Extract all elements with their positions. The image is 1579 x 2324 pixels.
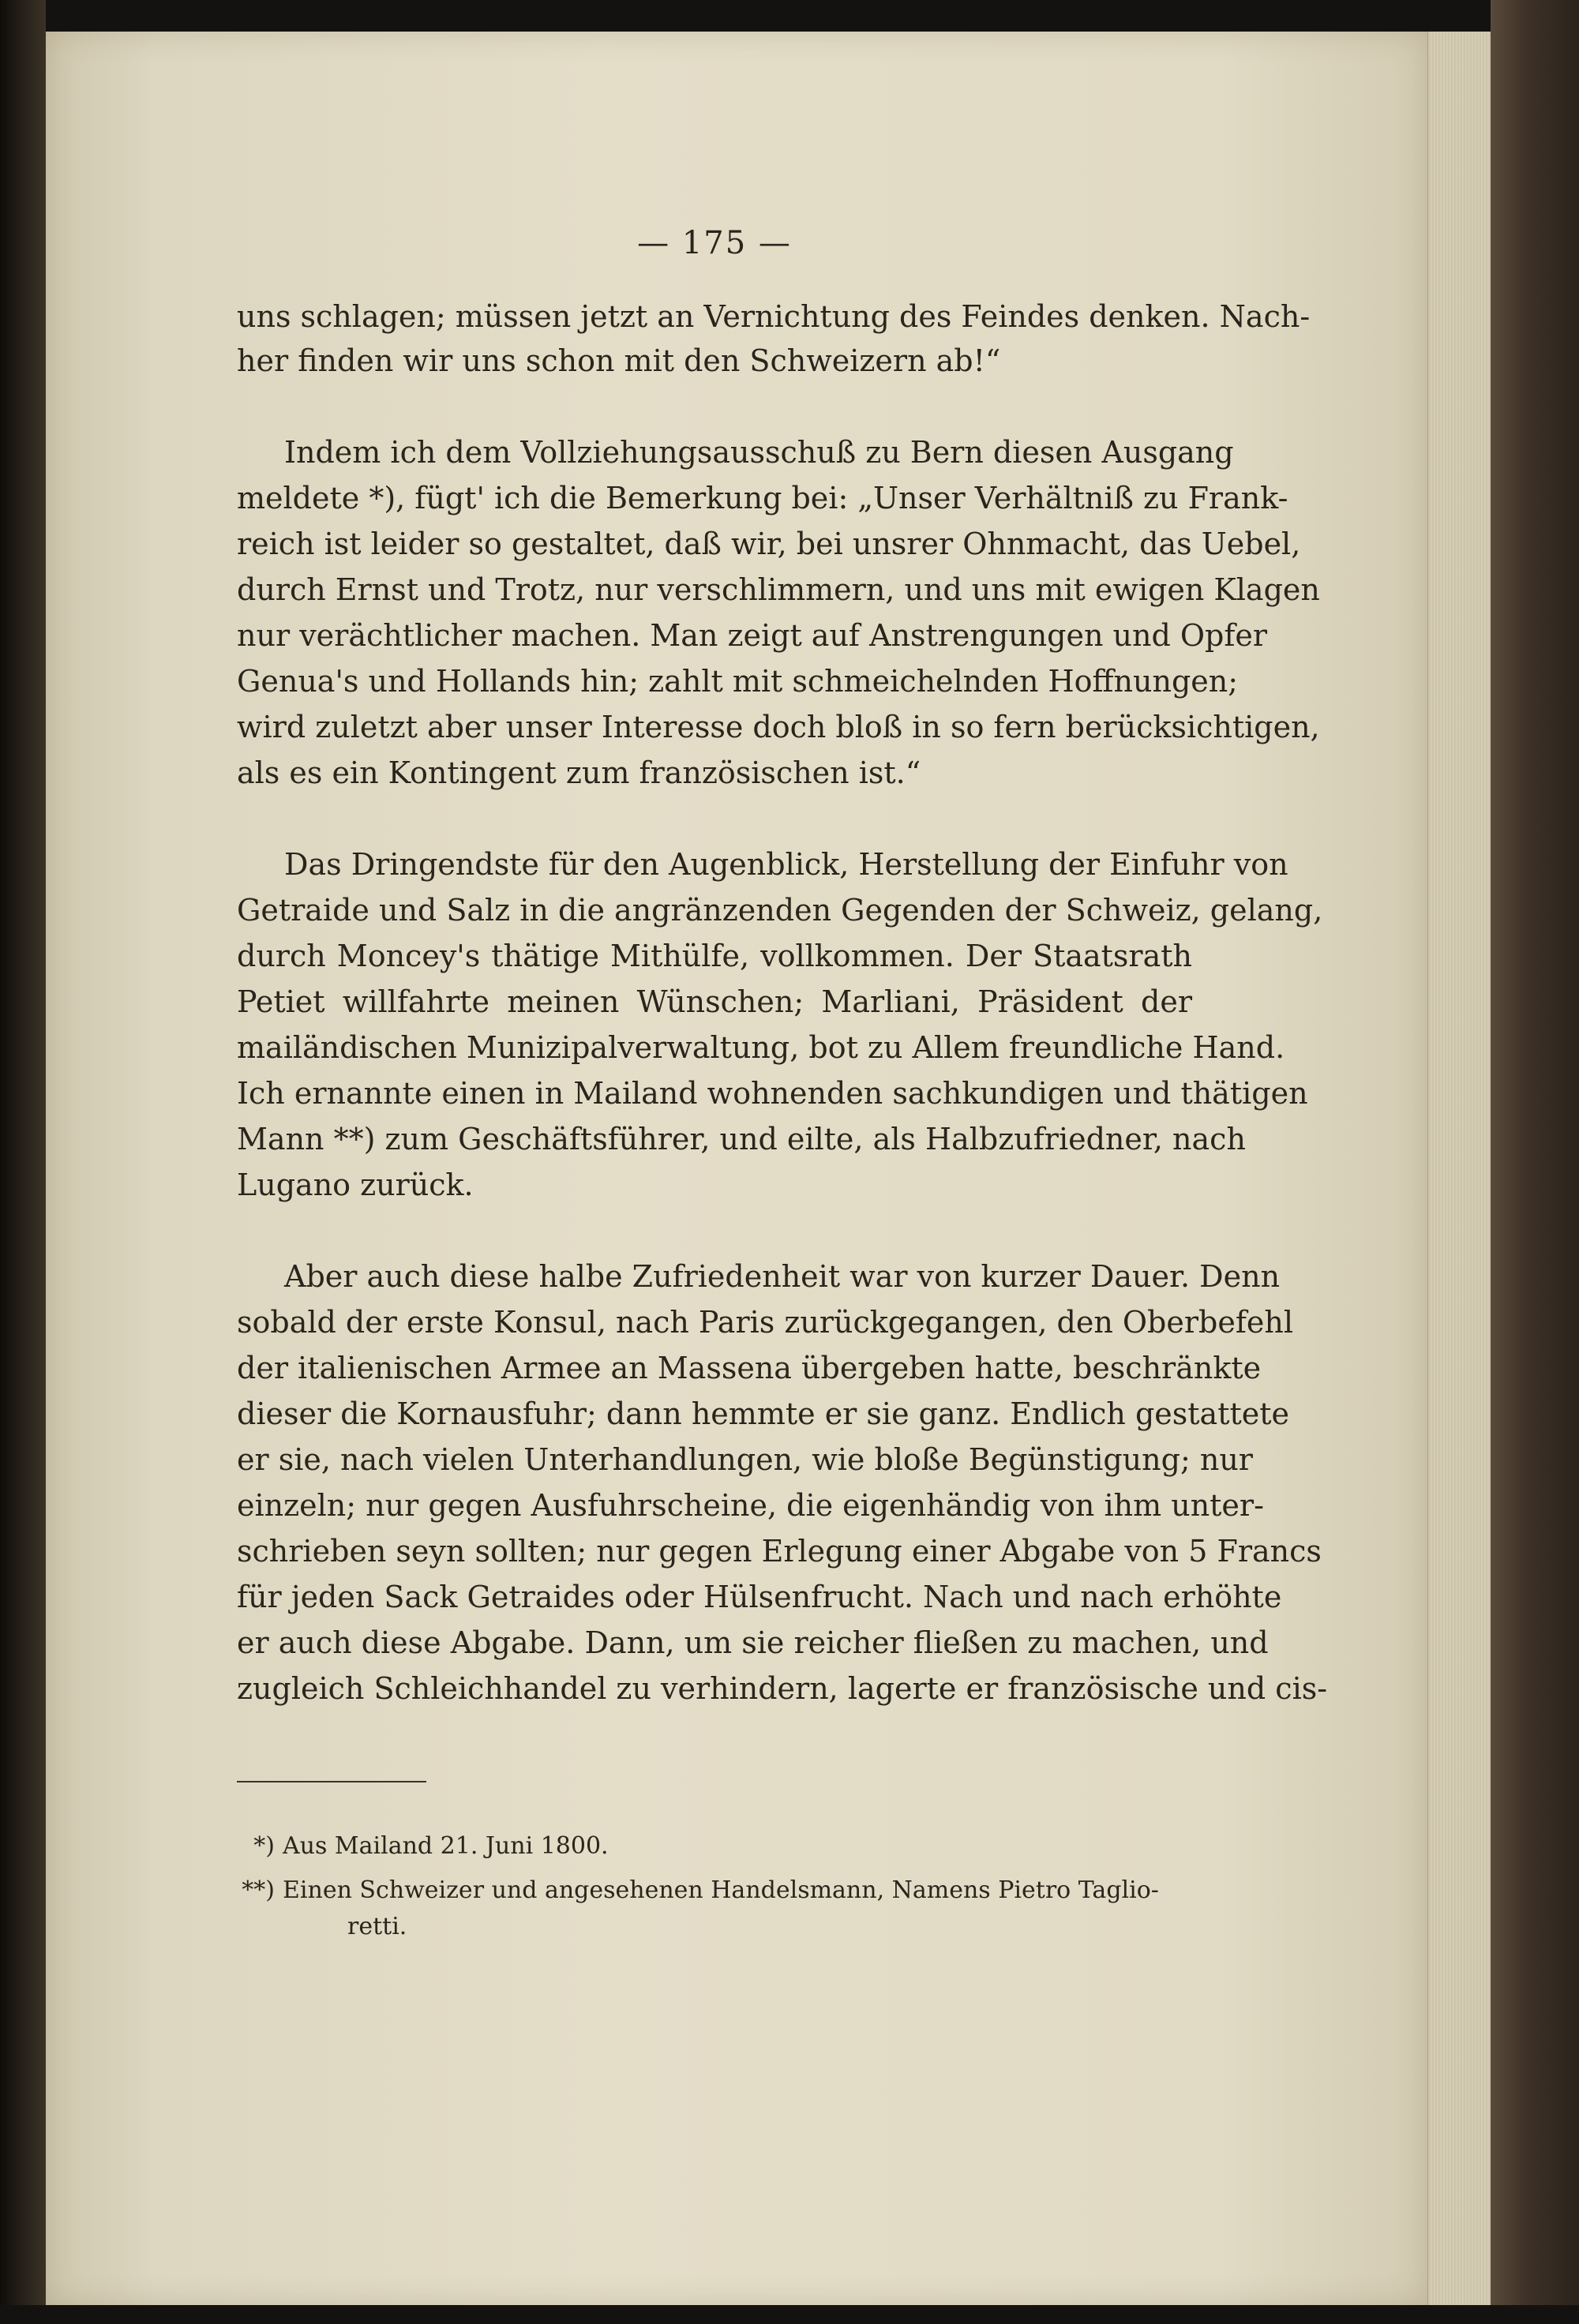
text-line: Indem ich dem Vollziehungsausschuß zu Bern diesen Ausgang (284, 435, 1234, 470)
text-line: dieser die Kornausfuhr; dann hemmte er sie ganz. Endlich gestattete (237, 1396, 1289, 1431)
footnote-continuation: retti. (347, 1913, 407, 1940)
page-stack-edge (1427, 32, 1491, 2305)
text-line: zugleich Schleichhandel zu verhindern, lagerte er französische und cis- (237, 1671, 1328, 1706)
text-line: Genua's und Hollands hin; zahlt mit schmeichelnden Hoffnungen; (237, 664, 1239, 699)
text-line: er auch diese Abgabe. Dann, um sie reicher fließen zu machen, und (237, 1625, 1269, 1660)
text-line: schrieben seyn sollten; nur gegen Erlegung einer Abgabe von 5 Francs (237, 1534, 1322, 1569)
text-line: Lugano zurück. (237, 1168, 474, 1202)
footnote-mark: **) (242, 1876, 275, 1904)
text-line: uns schlagen; müssen jetzt an Vernichtung des Feindes denken. Nach- (237, 299, 1311, 334)
text-line: mailändischen Munizipalverwaltung, bot zu Allem freundliche Hand. (237, 1030, 1285, 1065)
text-line: reich ist leider so gestaltet, daß wir, bei unsrer Ohnmacht, das Uebel, (237, 527, 1301, 561)
text-line: Aber auch diese halbe Zufriedenheit war von kurzer Dauer. Denn (284, 1259, 1281, 1294)
text-line: durch Moncey's thätige Mithülfe, vollkommen. Der Staatsrath (237, 939, 1192, 973)
footnote-text: Einen Schweizer und angesehenen Handelsmann, Namens Pietro Taglio- (283, 1876, 1159, 1904)
text-line: her finden wir uns schon mit den Schweizern ab!“ (237, 343, 1001, 378)
bottom-shadow (0, 2305, 1579, 2324)
text-line: Das Dringendste für den Augenblick, Herstellung der Einfuhr von (284, 847, 1288, 882)
footnote-mark: *) (253, 1832, 275, 1860)
text-line: nur verächtlicher machen. Man zeigt auf Anstrengungen und Opfer (237, 618, 1268, 653)
text-line: Mann **) zum Geschäftsführer, und eilte, als Halbzufriedner, nach (237, 1122, 1246, 1156)
text-line: er sie, nach vielen Unterhandlungen, wie bloße Begünstigung; nur (237, 1442, 1253, 1477)
text-line: durch Ernst und Trotz, nur verschlimmern, und uns mit ewigen Klagen (237, 572, 1320, 607)
book-cover (1491, 0, 1579, 2324)
text-line: der italienischen Armee an Massena übergeben hatte, beschränkte (237, 1351, 1262, 1385)
text-line: als es ein Kontingent zum französischen ist.“ (237, 755, 921, 790)
text-line: einzeln; nur gegen Ausfuhrscheine, die eigenhändig von ihm unter- (237, 1488, 1264, 1523)
text-line: für jeden Sack Getraides oder Hülsenfrucht. Nach und nach erhöhte (237, 1580, 1282, 1614)
footnote (237, 1831, 1192, 1861)
text-line: Getraide und Salz in die angränzenden Gegenden der Schweiz, gelang, (237, 893, 1323, 928)
top-shadow (0, 0, 1579, 32)
footnote-text: Aus Mailand 21. Juni 1800. (283, 1832, 609, 1860)
text-line: Ich ernannte einen in Mailand wohnenden sachkundigen und thätigen (237, 1076, 1308, 1111)
text-line: sobald der erste Konsul, nach Paris zurückgegangen, den Oberbefehl (237, 1305, 1293, 1340)
text-line: Petiet willfahrte meinen Wünschen; Marliani, Präsident der (237, 984, 1192, 1019)
footnote-rule (237, 1781, 426, 1782)
text-line: meldete *), fügt' ich die Bemerkung bei: „Unser Verhältniß zu Frank- (237, 481, 1288, 515)
left-page-edge (0, 0, 46, 2324)
footnote (237, 1876, 1192, 1906)
text-line: wird zuletzt aber unser Interesse doch bloß in so fern berücksichtigen, (237, 710, 1320, 744)
page-number: — 175 — (637, 225, 792, 261)
